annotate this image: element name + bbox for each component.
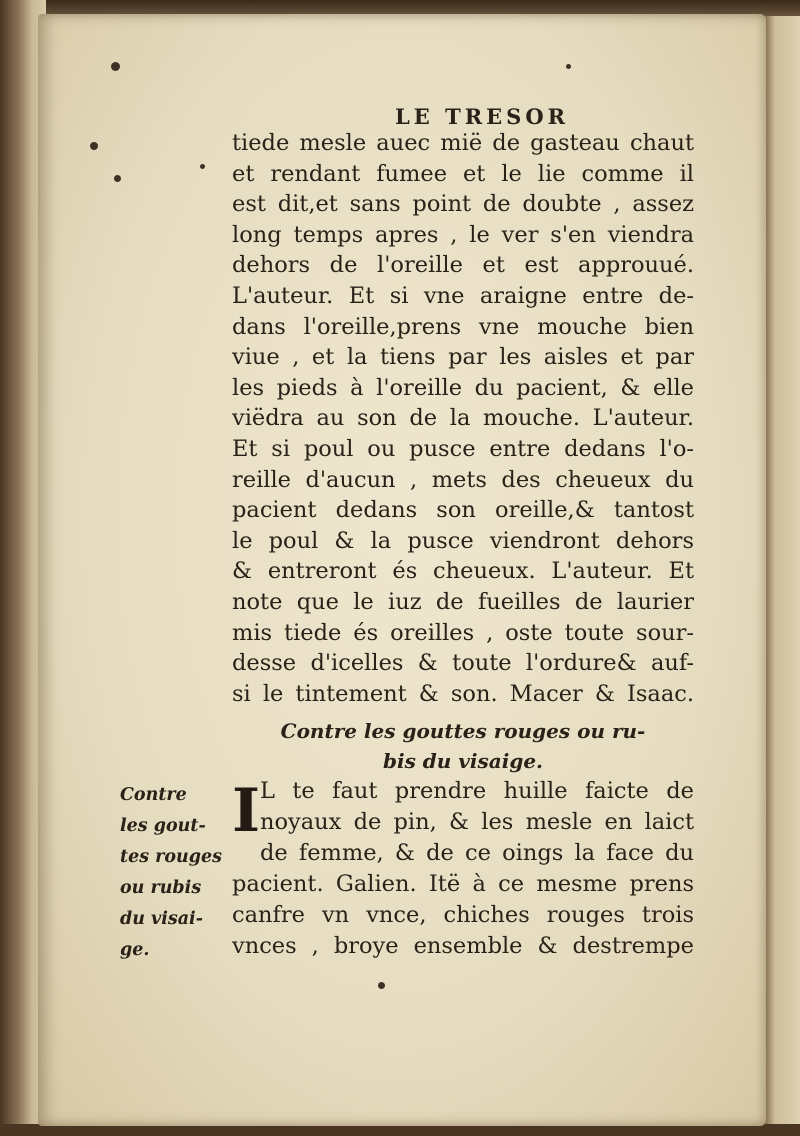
- text-line: est dit,et sans point de doubte , assez: [232, 191, 694, 218]
- text-line: note que le iuz de fueilles de laurier: [232, 588, 694, 615]
- text-line: mis tiede és oreilles , oste toute sour-: [232, 619, 694, 646]
- ink-speck: [566, 64, 571, 69]
- section-heading: [232, 716, 694, 776]
- text-line: et rendant fumee et le lie comme il: [232, 160, 694, 187]
- text-line: pacient. Galien. Itë à ce mesme prens: [232, 871, 694, 897]
- text-line: si le tintement & son. Macer & Isaac.: [232, 680, 694, 707]
- text-line: tiede mesle auec mië de gasteau chaut: [232, 130, 694, 156]
- text-line: viëdra au son de la mouche. L'auteur.: [232, 405, 694, 432]
- running-head: LE TRESOR: [395, 104, 570, 129]
- text-line: viue , et la tiens par les aisles et par: [232, 344, 694, 371]
- text-line: noyaux de pin, & les mesle en laict: [260, 809, 694, 835]
- ink-speck: [200, 164, 205, 169]
- text-line: de femme, & de ce oings la face du: [260, 840, 694, 866]
- ink-speck: [90, 142, 98, 150]
- section-text-block: [232, 776, 694, 962]
- text-line: canfre vn vnce, chiches rouges trois: [232, 902, 694, 928]
- text-line: L'auteur. Et si vne araigne entre de-: [232, 282, 694, 309]
- margin-note-line: du visai-: [120, 909, 203, 929]
- margin-note: [120, 780, 223, 966]
- text-line: desse d'icelles & toute l'ordure& auf-: [232, 650, 694, 677]
- drop-cap: I: [232, 776, 261, 846]
- text-line: Et si poul ou pusce entre dedans l'o-: [232, 435, 694, 462]
- margin-note-line: ou rubis: [120, 878, 202, 898]
- main-text-block: [232, 128, 694, 709]
- heading-line: bis du visaige.: [383, 749, 543, 773]
- margin-note-line: les gout-: [120, 816, 206, 836]
- text-line: les pieds à l'oreille du pacient, & elle: [232, 374, 694, 401]
- margin-note-line: ge.: [120, 940, 150, 960]
- text-line: vnces , broye ensemble & destrempe: [232, 933, 694, 959]
- facing-page-edge: [764, 16, 800, 1128]
- margin-note-line: Contre: [120, 785, 187, 805]
- text-line: dehors de l'oreille et est approuué.: [232, 252, 694, 279]
- text-line: pacient dedans son oreille,& tantost: [232, 497, 694, 524]
- text-line: le poul & la pusce viendront dehors: [232, 527, 694, 554]
- ink-speck: [378, 982, 385, 989]
- text-line: & entreront és cheueux. L'auteur. Et: [232, 558, 694, 585]
- text-line: L te faut prendre huille faicte de: [260, 778, 694, 804]
- text-line: reille d'aucun , mets des cheueux du: [232, 466, 694, 493]
- margin-note-line: tes rouges: [120, 847, 223, 867]
- text-line: long temps apres , le ver s'en viendra: [232, 221, 694, 248]
- heading-line: Contre les gouttes rouges ou ru-: [280, 719, 646, 743]
- ink-speck: [111, 62, 120, 71]
- text-line: dans l'oreille,prens vne mouche bien: [232, 313, 694, 340]
- ink-speck: [114, 175, 121, 182]
